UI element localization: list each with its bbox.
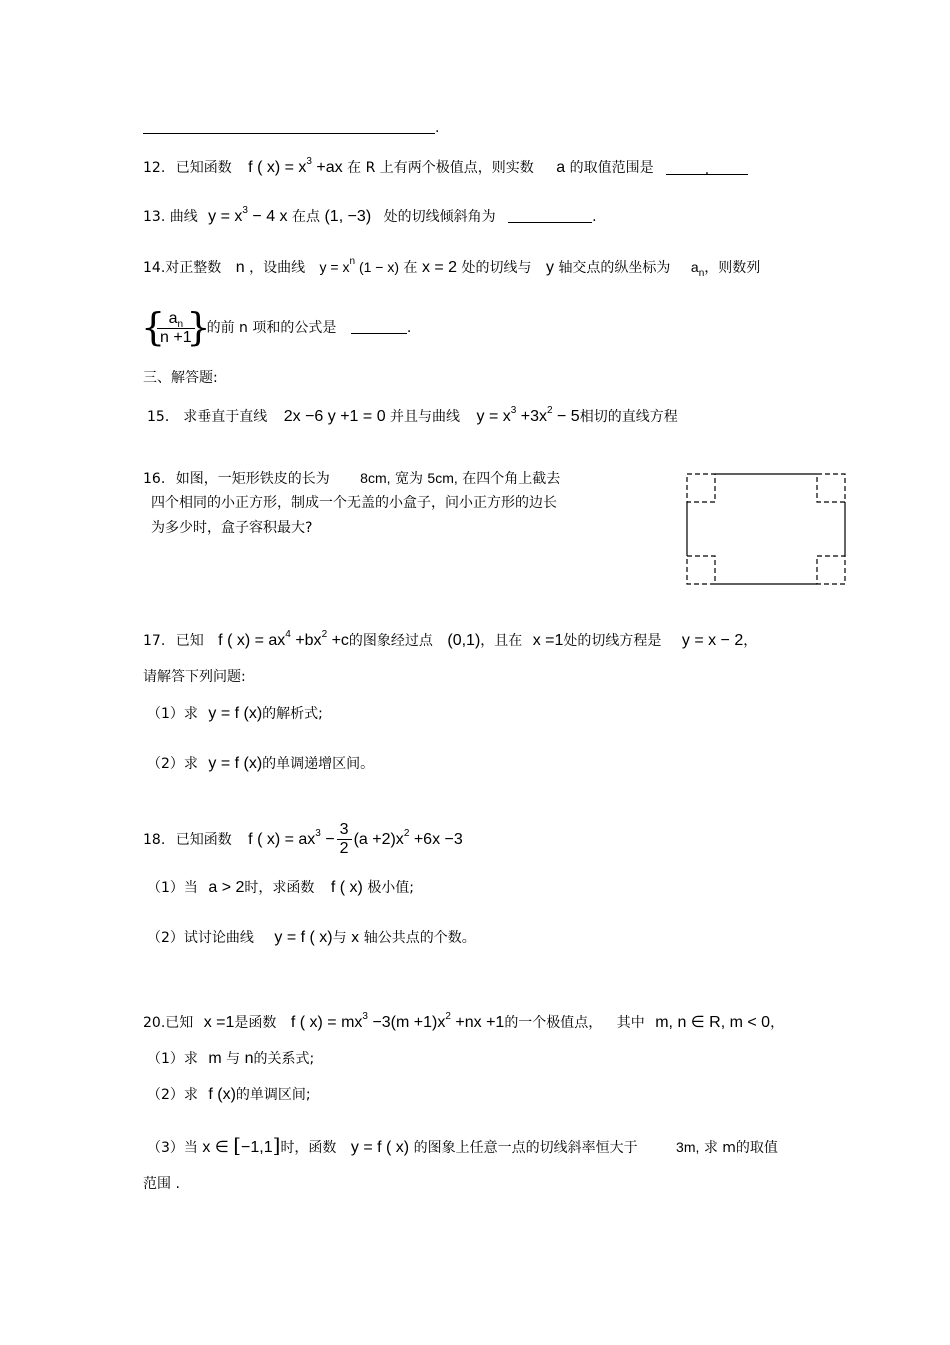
- period: .: [592, 209, 597, 225]
- top-answer-blank: [143, 118, 439, 138]
- expr-part: +3x: [520, 408, 547, 425]
- left-brace: {: [141, 305, 166, 349]
- part-label: （1）求: [147, 1051, 198, 1067]
- period: .: [435, 120, 440, 136]
- question-text: 对正整数: [165, 260, 222, 276]
- variable: y: [545, 259, 554, 276]
- function-expr: y = f ( x): [274, 929, 333, 946]
- question-text: 在 R 上有两个极值点，则实数: [347, 160, 534, 176]
- variable: n: [244, 1050, 254, 1067]
- question-text: 并且与曲线: [390, 409, 461, 425]
- question-text: 已知: [165, 1015, 194, 1031]
- function-expr: f (x): [208, 1086, 236, 1103]
- function-expr: [476, 405, 580, 425]
- expr-part: +ax: [316, 159, 343, 176]
- part-label: （3）当: [147, 1140, 198, 1156]
- question-text: 的关系式;: [253, 1051, 315, 1067]
- question-17-line2: 请解答下列问题:: [143, 669, 246, 685]
- question-text: 的图象上任意一点的切线斜率恒大于: [413, 1140, 638, 1156]
- expr-part: (a +2)x: [353, 831, 404, 848]
- function-expr: [319, 256, 400, 275]
- question-text: 时，求函数: [244, 880, 315, 896]
- question-text: 曲线: [169, 209, 198, 225]
- question-17-part1: [147, 704, 323, 724]
- question-text: ，且在: [480, 633, 523, 649]
- question-17-part2: [147, 754, 374, 774]
- question-text: 的单调递增区间。: [262, 756, 375, 772]
- question-text: 在四个角上截去: [462, 471, 561, 487]
- figure-lines: [687, 474, 845, 584]
- sequence-term: [690, 259, 705, 279]
- question-text: 如图，一矩形铁皮的长为: [175, 471, 330, 487]
- expr-part: +bx: [295, 632, 322, 649]
- question-text: 的一个极值点，: [504, 1015, 603, 1031]
- function-expr: [248, 821, 463, 858]
- question-18: [143, 818, 463, 862]
- question-text: ，设曲线: [249, 260, 306, 276]
- point: (0,1): [447, 632, 481, 649]
- corner-square-top-left: [687, 474, 715, 502]
- width-value: 5cm,: [427, 470, 458, 486]
- expr-part: f ( x) = mx: [290, 1014, 363, 1031]
- fraction-numerator: 3: [337, 821, 352, 840]
- question-number: 16.: [143, 471, 166, 487]
- box-net-figure: [686, 473, 848, 587]
- variable: x ∈: [202, 1139, 229, 1156]
- question-text: 处的切线与: [461, 260, 532, 276]
- question-text: 求垂直于直线: [183, 409, 268, 425]
- expr-part: f ( x) = x: [248, 159, 307, 176]
- expr-part: y = x: [208, 208, 243, 225]
- question-number: 14.: [143, 260, 166, 276]
- part-label: （1）当: [147, 880, 198, 896]
- function-expr: [208, 205, 288, 225]
- exponent: 4: [285, 629, 291, 640]
- question-number: 12.: [143, 160, 166, 176]
- point: (1, −3): [324, 208, 372, 225]
- question-text: 的图象经过点: [348, 633, 433, 649]
- part-label: （1）求: [147, 706, 198, 722]
- tangent-line: y = x − 2: [681, 632, 744, 649]
- exponent: 2: [403, 828, 410, 839]
- question-12: [143, 158, 748, 178]
- question-20-part1: [147, 1049, 314, 1069]
- right-brace: }: [186, 305, 211, 349]
- blank-line: [143, 119, 435, 134]
- condition: a > 2: [208, 879, 245, 896]
- expr-part: (1 − x): [358, 259, 400, 275]
- expr-part: f ( x) = ax: [248, 831, 316, 848]
- corner-square-bottom-right: [817, 556, 845, 584]
- interval: −1,1: [241, 1139, 273, 1156]
- question-text: 处的切线方程是: [563, 633, 662, 649]
- answer-blank: [351, 319, 407, 334]
- expr-part: y = x: [319, 259, 350, 275]
- question-number: 20.: [143, 1015, 166, 1031]
- exponent: 3: [242, 205, 248, 216]
- section-heading: 三、解答题:: [143, 370, 218, 386]
- question-text: 轴交点的纵坐标为: [558, 260, 671, 276]
- subscript: n: [698, 268, 705, 279]
- function-expr: y = f (x): [208, 755, 263, 772]
- question-text: 的前 n 项和的公式是: [206, 320, 337, 336]
- question-20: [143, 1013, 784, 1033]
- question-text: 相切的直线方程: [579, 409, 678, 425]
- question-20-part2: [147, 1085, 311, 1105]
- question-text: 极小值;: [367, 880, 415, 896]
- corner-square-bottom-left: [687, 556, 715, 584]
- blank-dot: .: [704, 162, 710, 178]
- expr-part: f ( x) = ax: [218, 632, 286, 649]
- question-text: 其中: [616, 1015, 645, 1031]
- question-text: 在点: [292, 209, 321, 225]
- question-text: 宽为: [394, 471, 423, 487]
- function-expr: y = f (x): [208, 705, 263, 722]
- variable: n: [235, 259, 245, 276]
- exponent: n: [349, 256, 356, 267]
- corner-squares: [687, 474, 845, 584]
- expr-part: − 5: [557, 408, 580, 425]
- expr-part: +c: [331, 632, 349, 649]
- question-text: 是函数: [234, 1015, 277, 1031]
- question-text: 时，函数: [280, 1140, 337, 1156]
- answer-blank: [666, 160, 748, 178]
- question-15: [147, 407, 678, 427]
- question-text: ，则数列: [704, 260, 761, 276]
- exponent: 2: [445, 1011, 451, 1022]
- question-text: 与: [226, 1051, 241, 1067]
- condition: x =1: [532, 632, 564, 649]
- question-text: 的取值范围是: [569, 160, 654, 176]
- corner-square-top-right: [817, 474, 845, 502]
- left-bracket: [: [233, 1133, 242, 1157]
- function-expr: y = f ( x): [350, 1139, 410, 1156]
- function-expr: f ( x): [330, 879, 363, 896]
- part-label: （2）求: [147, 756, 198, 772]
- exponent: 3: [315, 828, 321, 839]
- question-13: [143, 207, 597, 227]
- question-20-part3: [147, 1135, 778, 1158]
- domain-condition: m, n ∈ R, m < 0: [655, 1014, 771, 1031]
- question-text: 已知函数: [175, 160, 232, 176]
- part-label: （2）试讨论曲线: [147, 930, 254, 946]
- question-number: 13.: [143, 209, 166, 225]
- expr-part: − 4 x: [252, 208, 288, 225]
- condition: x =1: [203, 1014, 235, 1031]
- fraction-denominator: n +1: [160, 328, 192, 346]
- condition: x = 2: [421, 259, 458, 276]
- expr-part: y = x: [476, 408, 511, 425]
- minus-sign: −: [325, 831, 335, 848]
- fraction-denominator: 2: [339, 840, 349, 858]
- sequence-fraction: [141, 305, 211, 350]
- comma: ，: [743, 633, 758, 649]
- right-bracket: ]: [272, 1133, 281, 1157]
- question-16-line3: 为多少时，盒子容积最大?: [151, 520, 313, 536]
- slope-bound: 3m,: [676, 1139, 700, 1155]
- line-expr: 2x −6 y +1 = 0: [283, 408, 386, 425]
- question-number: 17.: [143, 633, 166, 649]
- question-14-line2: [141, 305, 412, 350]
- comma: ，: [770, 1015, 785, 1031]
- variable: a: [556, 159, 566, 176]
- question-18-part1: [147, 878, 414, 898]
- part-label: （2）求: [147, 1087, 198, 1103]
- question-text: 处的切线倾斜角为: [383, 209, 496, 225]
- function-expr: [290, 1011, 505, 1031]
- question-text: 与 x 轴公共点的个数。: [332, 930, 476, 946]
- question-text: 在: [403, 260, 418, 276]
- question-text: 求 m的取值: [703, 1140, 778, 1156]
- question-number: 15．: [147, 409, 179, 425]
- exponent: 3: [306, 156, 312, 167]
- question-text: 已知: [175, 633, 204, 649]
- question-text: 的单调区间;: [235, 1087, 311, 1103]
- question-17: [143, 631, 757, 651]
- question-number: 18.: [143, 832, 166, 848]
- exponent: 3: [510, 405, 517, 416]
- question-text: 已知函数: [175, 832, 232, 848]
- question-18-part2: [147, 928, 476, 948]
- expr-part: +6x −3: [413, 831, 463, 848]
- expr-part: a: [168, 309, 178, 327]
- question-16-line1: [143, 468, 560, 489]
- exponent: 3: [362, 1011, 368, 1022]
- function-expr: [218, 629, 349, 649]
- question-20-part3-line2: 范围 .: [143, 1176, 180, 1192]
- expr-part: a: [690, 259, 699, 275]
- question-14: [143, 257, 760, 278]
- variable: m: [208, 1050, 222, 1067]
- function-expr: [248, 156, 343, 176]
- subscript: n: [177, 318, 184, 330]
- question-text: 的解析式;: [262, 706, 323, 722]
- fraction: [337, 821, 352, 858]
- period: .: [406, 320, 412, 336]
- length-value: 8cm,: [360, 470, 391, 486]
- answer-blank: [508, 208, 592, 223]
- expr-part: −3(m +1)x: [372, 1014, 446, 1031]
- exponent: 2: [321, 629, 328, 640]
- question-16-line2: 四个相同的小正方形，制成一个无盖的小盒子，问小正方形的边长: [151, 495, 557, 511]
- exponent: 2: [547, 405, 553, 416]
- expr-part: +nx +1: [455, 1014, 505, 1031]
